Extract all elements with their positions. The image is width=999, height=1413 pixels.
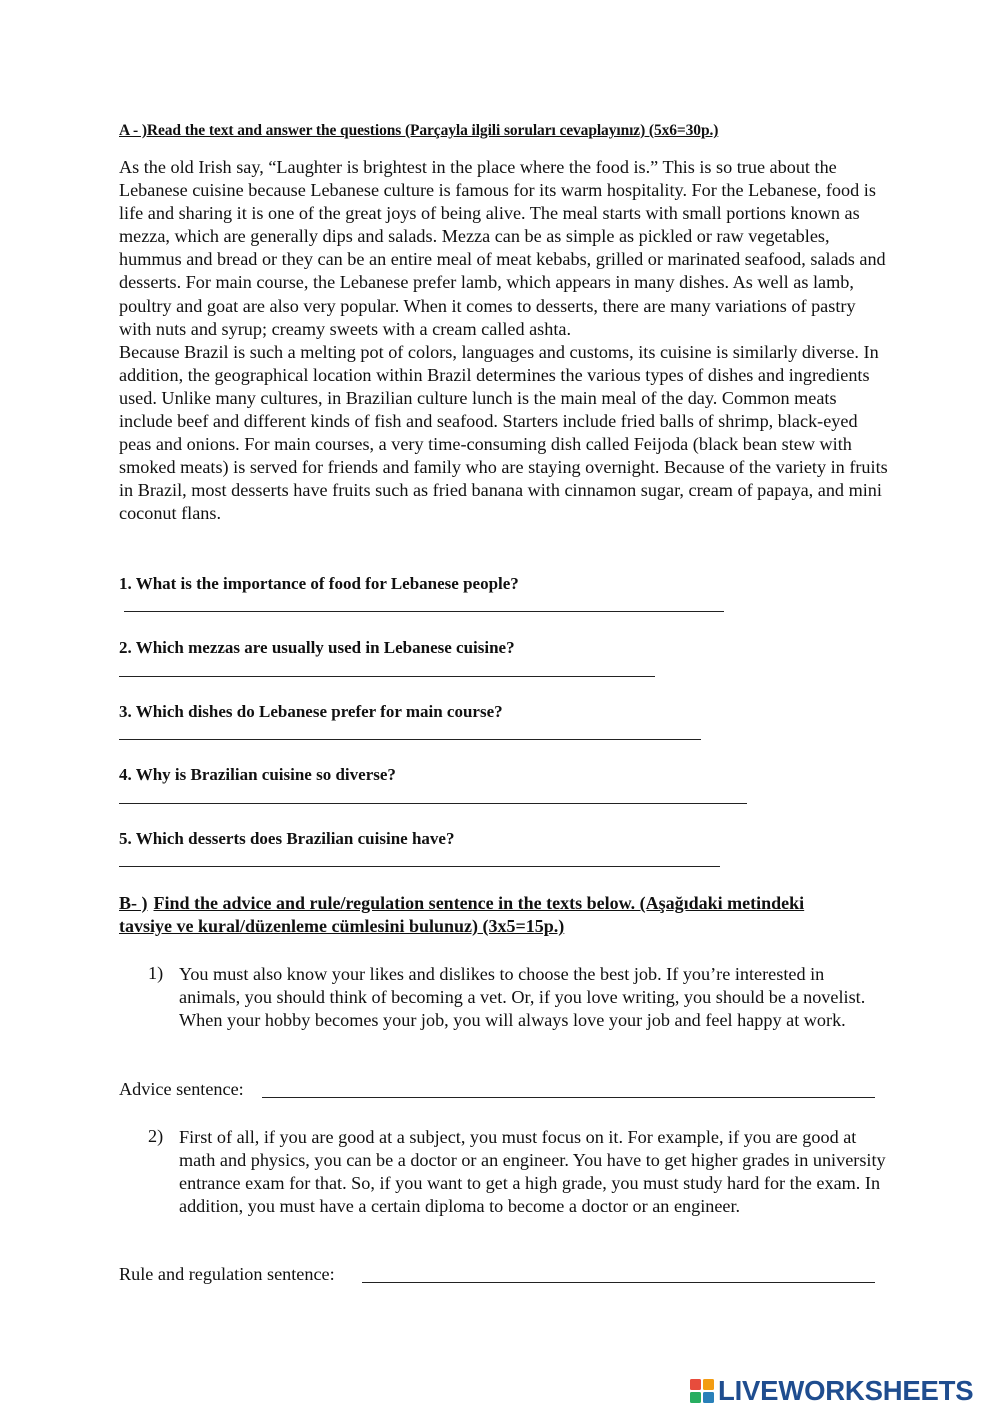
question-2: 2. Which mezzas are usually used in Lebanese cuisine? <box>119 638 515 657</box>
item-1-number: 1) <box>148 963 164 983</box>
rule-sentence-label: Rule and regulation sentence: <box>119 1264 335 1284</box>
item-2-number: 2) <box>148 1126 164 1146</box>
reading-passage <box>119 156 889 526</box>
passage-paragraph-brazil: Because Brazil is such a melting pot of colors, languages and customs, its cuisine is similarly diverse. In addition, the geographical location within Brazil determines the various types of dishes and ingredients used. Unlike many cultures, in Brazilian culture lunch is the main meal of the day. Common meats include beef and different kinds of fish and seafood. Starters include fried balls of shrimp, black-eyed peas and onions. For main courses, a very time-consuming dish called Feijoda (black bean stew with smoked meats) is served for friends and family who are staying overnight. Because of the variety in fruits in Brazil, most desserts have fruits such as fried banana with cinnamon sugar, cream of papaya, and mini coconut flans. <box>119 341 888 524</box>
question-5: 5. Which desserts does Brazilian cuisine have? <box>119 829 455 848</box>
item-2-text: First of all, if you are good at a subject, you must focus on it. For example, if you are good at math and physics, you can be a doctor or an engineer. You have to get higher grades in university entrance exam for that. So, if you want to get a high grade, you must study hard for the exam. In addition, you must have a certain diploma to become a doctor or an engineer. <box>179 1127 886 1217</box>
section-b-header <box>119 892 819 938</box>
question-4: 4. Why is Brazilian cuisine so diverse? <box>119 765 396 784</box>
answer-line-1[interactable] <box>124 611 724 612</box>
answer-line-4[interactable] <box>119 803 747 804</box>
liveworksheets-brand: LIVEWORKSHEETS <box>718 1375 974 1406</box>
question-3: 3. Which dishes do Lebanese prefer for main course? <box>119 702 503 721</box>
answer-line-5[interactable] <box>119 866 720 867</box>
section-b-instructions: Find the advice and rule/regulation sentence in the texts below. (Aşağıdaki metindeki tavsiye ve kural/düzenleme cümlesini bulunuz) (3x5=15p.) <box>119 893 805 936</box>
section-a-header: A - )Read the text and answer the questions (Parçayla ilgili soruları cevaplayınız) (5x6=30p.) <box>119 122 719 139</box>
advice-sentence-answer-line[interactable] <box>262 1097 875 1098</box>
passage-paragraph-lebanese: As the old Irish say, “Laughter is brightest in the place where the food is.” This is so true about the Lebanese cuisine because Lebanese culture is famous for its warm hospitality. For the Lebanese, food is life and sharing it is one of the great joys of being alive. The meal starts with small portions known as mezza, which are generally dips and salads. Mezza can be as simple as pickled or raw vegetables, hummus and bread or they can be an entire meal of meat kebabs, grilled or marinated seafood, salads and desserts. For main course, the Lebanese prefer lamb, which appears in many dishes. As well as lamb, poultry and goat are also very popular. When it comes to desserts, there are many variations of pastry with nuts and syrup; creamy sweets with a cream called ashta. <box>119 157 886 339</box>
section-b-label: B- ) <box>119 893 148 913</box>
question-1: 1. What is the importance of food for Lebanese people? <box>119 574 519 593</box>
advice-sentence-label: Advice sentence: <box>119 1079 244 1099</box>
liveworksheets-logo-icon <box>690 1379 714 1403</box>
rule-sentence-answer-line[interactable] <box>362 1282 875 1283</box>
answer-line-2[interactable] <box>119 676 655 677</box>
answer-line-3[interactable] <box>119 739 701 740</box>
item-1-text: You must also know your likes and dislikes to choose the best job. If you’re interested in animals, you should think of becoming a vet. Or, if you love writing, you should be a novelist. When your hobby becomes your job, you will always love your job and feel happy at work. <box>179 964 866 1031</box>
liveworksheets-logo <box>690 1376 973 1406</box>
